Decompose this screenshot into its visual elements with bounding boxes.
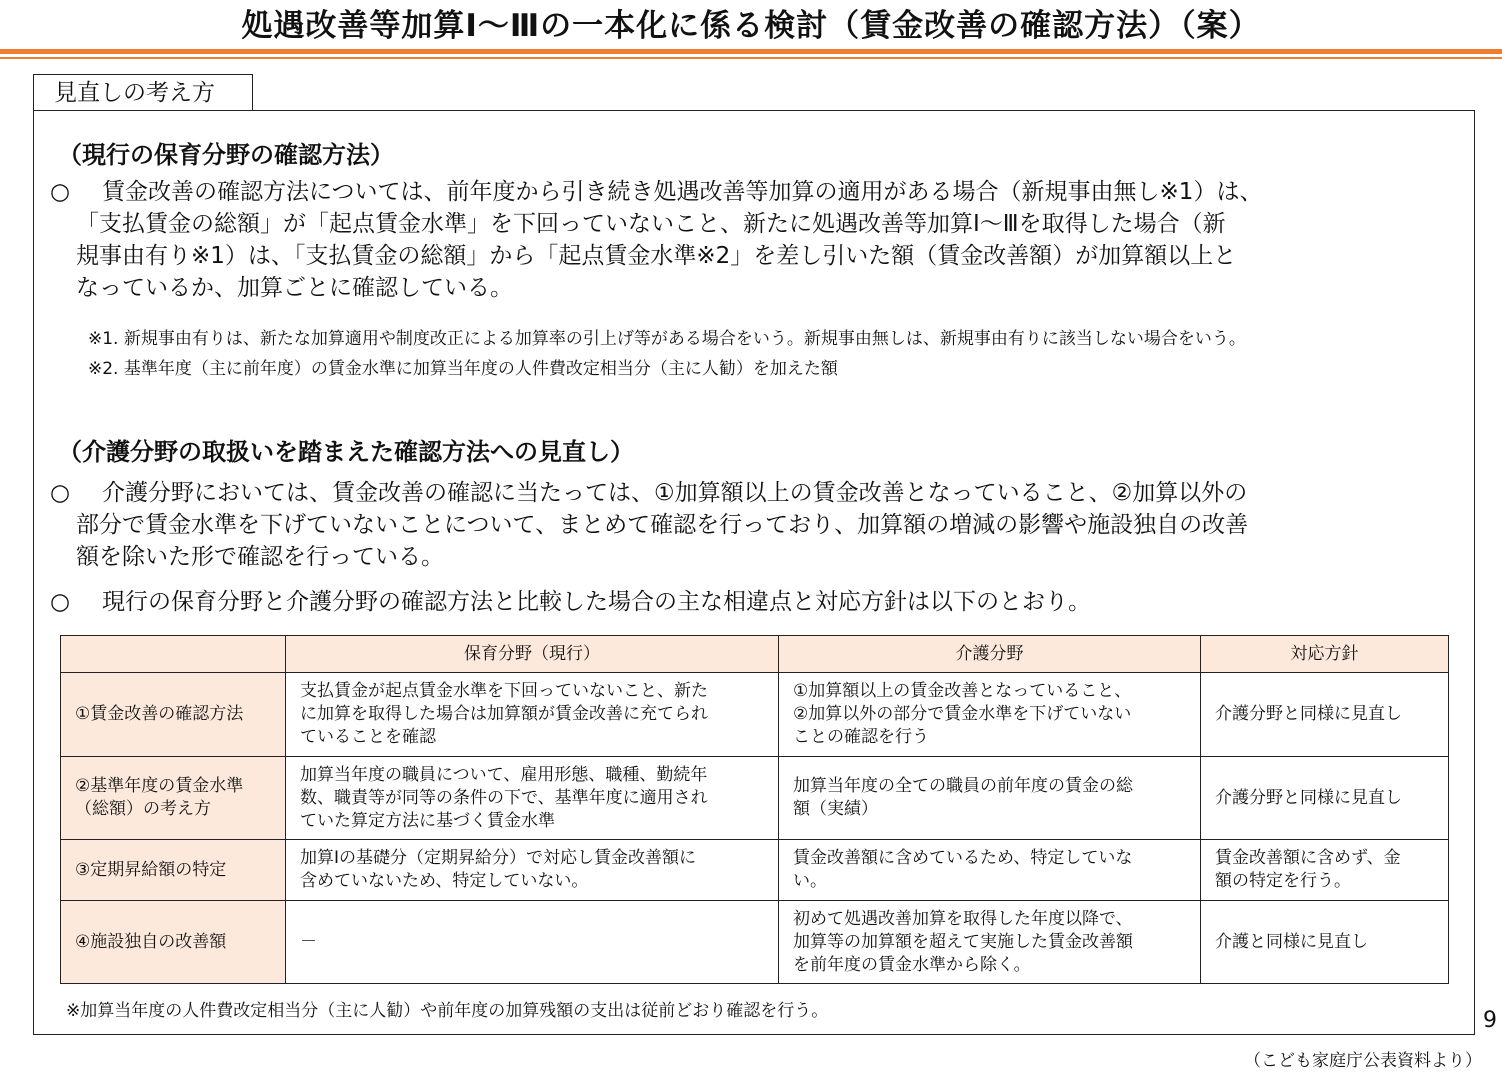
row-item: ③定期昇給額の特定 [61,840,286,901]
page-title: 処遇改善等加算Ⅰ～Ⅲの一本化に係る検討（賃金改善の確認方法）（案） [241,8,1261,44]
current-heading: （現行の保育分野の確認方法） [58,141,394,169]
current-line-3: 規事由有り※1）は、「支払賃金の総額」から「起点賃金水準※2」を差し引いた額（賃金改善額）が加算額以上と [76,243,1237,269]
source-note: （こども家庭庁公表資料より） [1244,1051,1482,1071]
cell-hoiku: － [286,901,779,984]
cell-policy: 賃金改善額に含めず、金 額の特定を行う。 [1201,840,1449,901]
table-row [61,840,1449,901]
bullet-circle: ○ [50,480,71,506]
table-row [61,901,1449,984]
row-item: ①賃金改善の確認方法 [61,673,286,757]
cell-hoiku: 加算当年度の職員について、雇用形態、職種、勤続年 数、職責等が同等の条件の下で、基準年度に適用され ていた算定方法に基づく賃金水準 [286,757,779,840]
row-item: ②基準年度の賃金水準 （総額）の考え方 [61,757,286,840]
table-note: ※加算当年度の人件費改定相当分（主に人勧）や前年度の加算残額の支出は従前どおり確認を行う。 [66,1001,829,1021]
header-kaigo: 介護分野 [779,636,1201,673]
bullet-circle: ○ [50,589,71,615]
review-heading: （介護分野の取扱いを踏まえた確認方法への見直し） [58,438,634,466]
title-rule-thin [0,57,1502,59]
current-line-4: なっているか、加算ごとに確認している。 [76,275,513,301]
table-header-row [61,636,1449,673]
table-row [61,673,1449,757]
review-line-3: 額を除いた形で確認を行っている。 [76,544,444,570]
cell-policy: 介護分野と同様に見直し [1201,757,1449,840]
cell-hoiku: 支払賃金が起点賃金水準を下回っていないこと、新た に加算を取得した場合は加算額が賃金改善に充てられ ていることを確認 [286,673,779,757]
cell-kaigo: 初めて処遇改善加算を取得した年度以降で、 加算等の加算額を超えて実施した賃金改善額 を前年度の賃金水準から除く。 [779,901,1201,984]
current-line-2: 「支払賃金の総額」が「起点賃金水準」を下回っていないこと、新たに処遇改善等加算Ⅰ～Ⅲを取得した場合（新 [76,211,1226,237]
header-policy: 対応方針 [1201,636,1449,673]
header-hoiku: 保育分野（現行） [286,636,779,673]
cell-policy: 介護分野と同様に見直し [1201,673,1449,757]
section-tab: 見直しの考え方 [33,74,253,110]
review-line-4: ○ 現行の保育分野と介護分野の確認方法と比較した場合の主な相違点と対応方針は以下のとおり。 [50,586,1091,618]
cell-kaigo: ①加算額以上の賃金改善となっていること、 ②加算以外の部分で賃金水準を下げていない ことの確認を行う [779,673,1201,757]
cell-policy: 介護と同様に見直し [1201,901,1449,984]
cell-hoiku: 加算Ⅰの基礎分（定期昇給分）で対応し賃金改善額に 含めていないため、特定していない。 [286,840,779,901]
review-line-2: 部分で賃金水準を下げていないことについて、まとめて確認を行っており、加算額の増減の影響や施設独自の改善 [76,512,1249,538]
current-line-1: ○ 賃金改善の確認方法については、前年度から引き続き処遇改善等加算の適用がある場合（新規事由無し※1）は、 [50,176,1262,208]
footnote-1: ※1. 新規事由有りは、新たな加算適用や制度改正による加算率の引上げ等がある場合をいう。新規事由無しは、新規事由有りに該当しない場合をいう。 [88,329,1246,349]
comparison-table [60,635,1449,984]
row-item: ④施設独自の改善額 [61,901,286,984]
footnote-2: ※2. 基準年度（主に前年度）の賃金水準に加算当年度の人件費改定相当分（主に人勧）を加えた額 [88,359,838,379]
cell-kaigo: 加算当年度の全ての職員の前年度の賃金の総 額（実績） [779,757,1201,840]
cell-kaigo: 賃金改善額に含めているため、特定していな い。 [779,840,1201,901]
bullet-circle: ○ [50,179,71,205]
header-item [61,636,286,673]
review-line-1: ○ 介護分野においては、賃金改善の確認に当たっては、①加算額以上の賃金改善となっていること、②加算以外の [50,477,1247,509]
title-rule-thick [0,49,1502,54]
table-row [61,757,1449,840]
page-number: 9 [1483,1008,1497,1033]
